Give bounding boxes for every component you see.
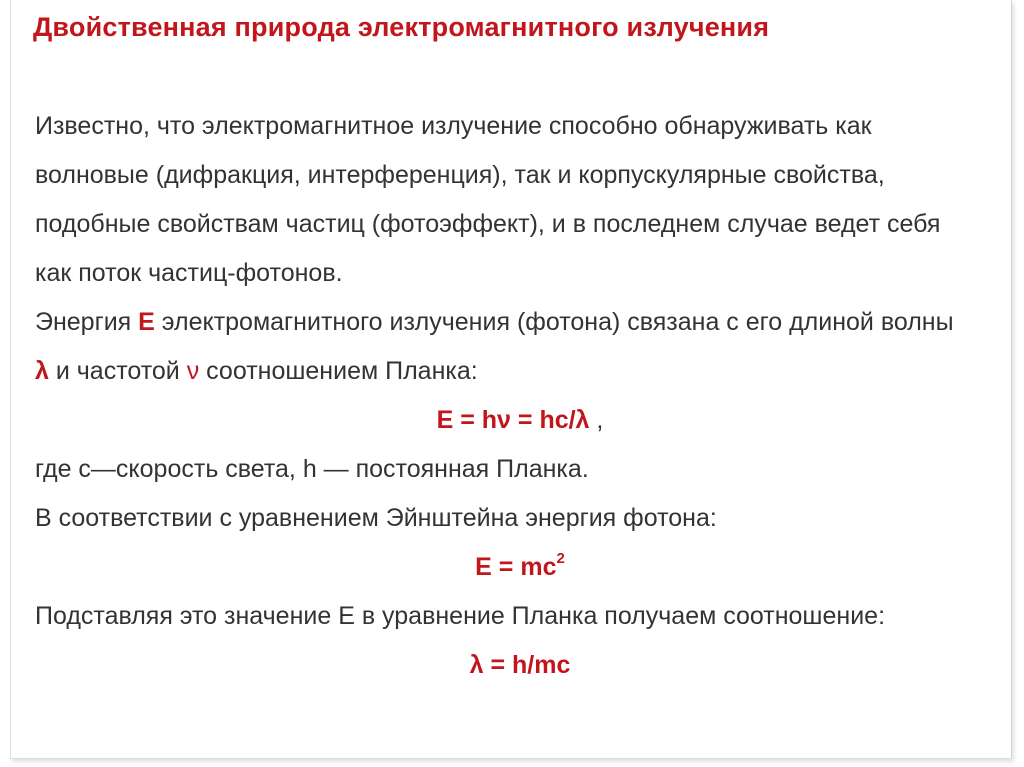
planck-text-before-nu: и частотой: [48, 357, 187, 385]
einstein-line: В соответствии с уравнением Эйнштейна энергия фотона:: [35, 504, 717, 532]
paragraph-line-4: как поток частиц-фотонов.: [35, 259, 343, 287]
planck-formula-trailing: ,: [589, 406, 604, 434]
planck-formula: [35, 396, 1005, 445]
where-line: где с—скорость света, h — постоянная Планка.: [35, 455, 589, 483]
einstein-formula: [35, 543, 1005, 592]
nu-symbol: ν: [186, 357, 200, 385]
planck-text-after-nu: соотношением Планка:: [199, 357, 478, 385]
energy-suffix: электромагнитного излучения (фотона) связана с его длиной волны: [154, 308, 954, 336]
energy-line: [35, 298, 1005, 347]
paragraph-line-1: Известно, что электромагнитное излучение способно обнаруживать как: [35, 112, 872, 140]
paragraph-line-3: подобные свойствам частиц (фотоэффект), и в последнем случае ведет себя: [35, 210, 941, 238]
energy-prefix: Энергия: [35, 308, 139, 336]
planck-relation-line: [35, 347, 1005, 396]
slide-body: [35, 102, 1005, 690]
einstein-formula-expression: E = mc: [475, 553, 557, 581]
substitution-line: Подставляя это значение Е в уравнение Планка получаем соотношение:: [35, 602, 886, 630]
einstein-formula-exponent: 2: [556, 550, 565, 567]
slide-title: Двойственная природа электромагнитного излучения: [33, 12, 770, 42]
planck-formula-expression: E = hν = hc/λ: [436, 406, 590, 434]
energy-symbol: E: [138, 308, 155, 336]
paragraph-line-2: волновые (дифракция, интерференция), так и корпускулярные свойства,: [35, 161, 885, 189]
debroglie-formula: λ = h/mc: [469, 651, 571, 679]
lambda-symbol: λ: [35, 357, 49, 385]
